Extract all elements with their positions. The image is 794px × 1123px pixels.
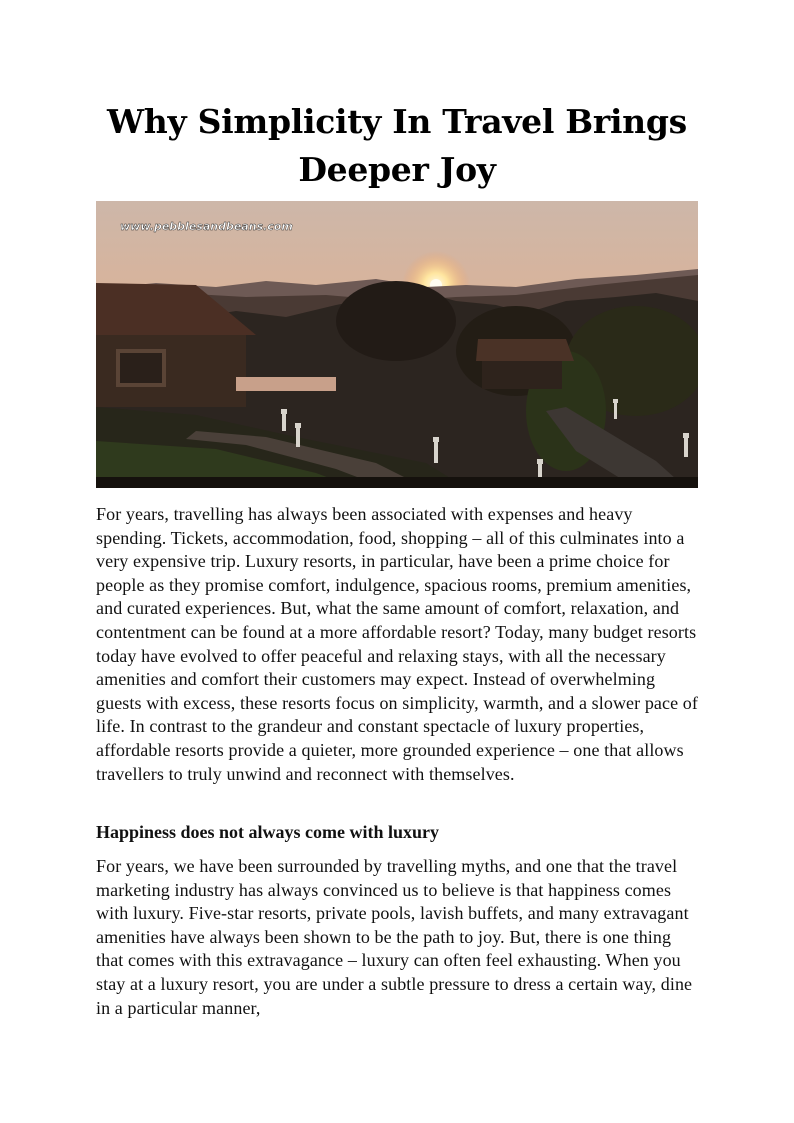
resort-sunset-photo: [96, 201, 698, 488]
paragraph-happiness: For years, we have been surrounded by travelling myths, and one that the travel marketing industry has always convinced us to believe is that happiness comes with luxury. Five-star resorts, private pools, lavish buffets, and many extravagant amenities have always been shown to be the path to joy. But, there is one thing that comes with this extravagance – luxury can often feel exhausting. When you stay at a luxury resort, you are under a subtle pressure to dress a certain way, dine in a particular manner,: [96, 856, 693, 1018]
article-title: Why Simplicity In Travel Brings Deeper Joy: [107, 102, 687, 189]
paragraph-intro: For years, travelling has always been associated with expenses and heavy spending. Tickets, accommodation, food, shopping – all of this culminates into a very expensive trip. Luxury resorts, in particular, have been a prime choice for people as they promise comfort, indulgence, spacious rooms, premium amenities, and curated experiences. But, what the same amount of comfort, relaxation, and contentment can be found at a more affordable resort? Today, many budget resorts today have evolved to offer peaceful and relaxing stays, with all the necessary amenities and comfort their customers may expect. Instead of overwhelming guests with excess, these resorts focus on simplicity, warmth, and a slower pace of life. In contrast to the grandeur and constant spectacle of luxury properties, affordable resorts provide a quieter, more grounded experience – one that allows travellers to truly unwind and reconnect with themselves.: [96, 504, 698, 784]
photo-watermark: www.pebblesandbeans.com: [120, 220, 293, 233]
section-subheading: Happiness does not always come with luxury: [96, 822, 440, 842]
